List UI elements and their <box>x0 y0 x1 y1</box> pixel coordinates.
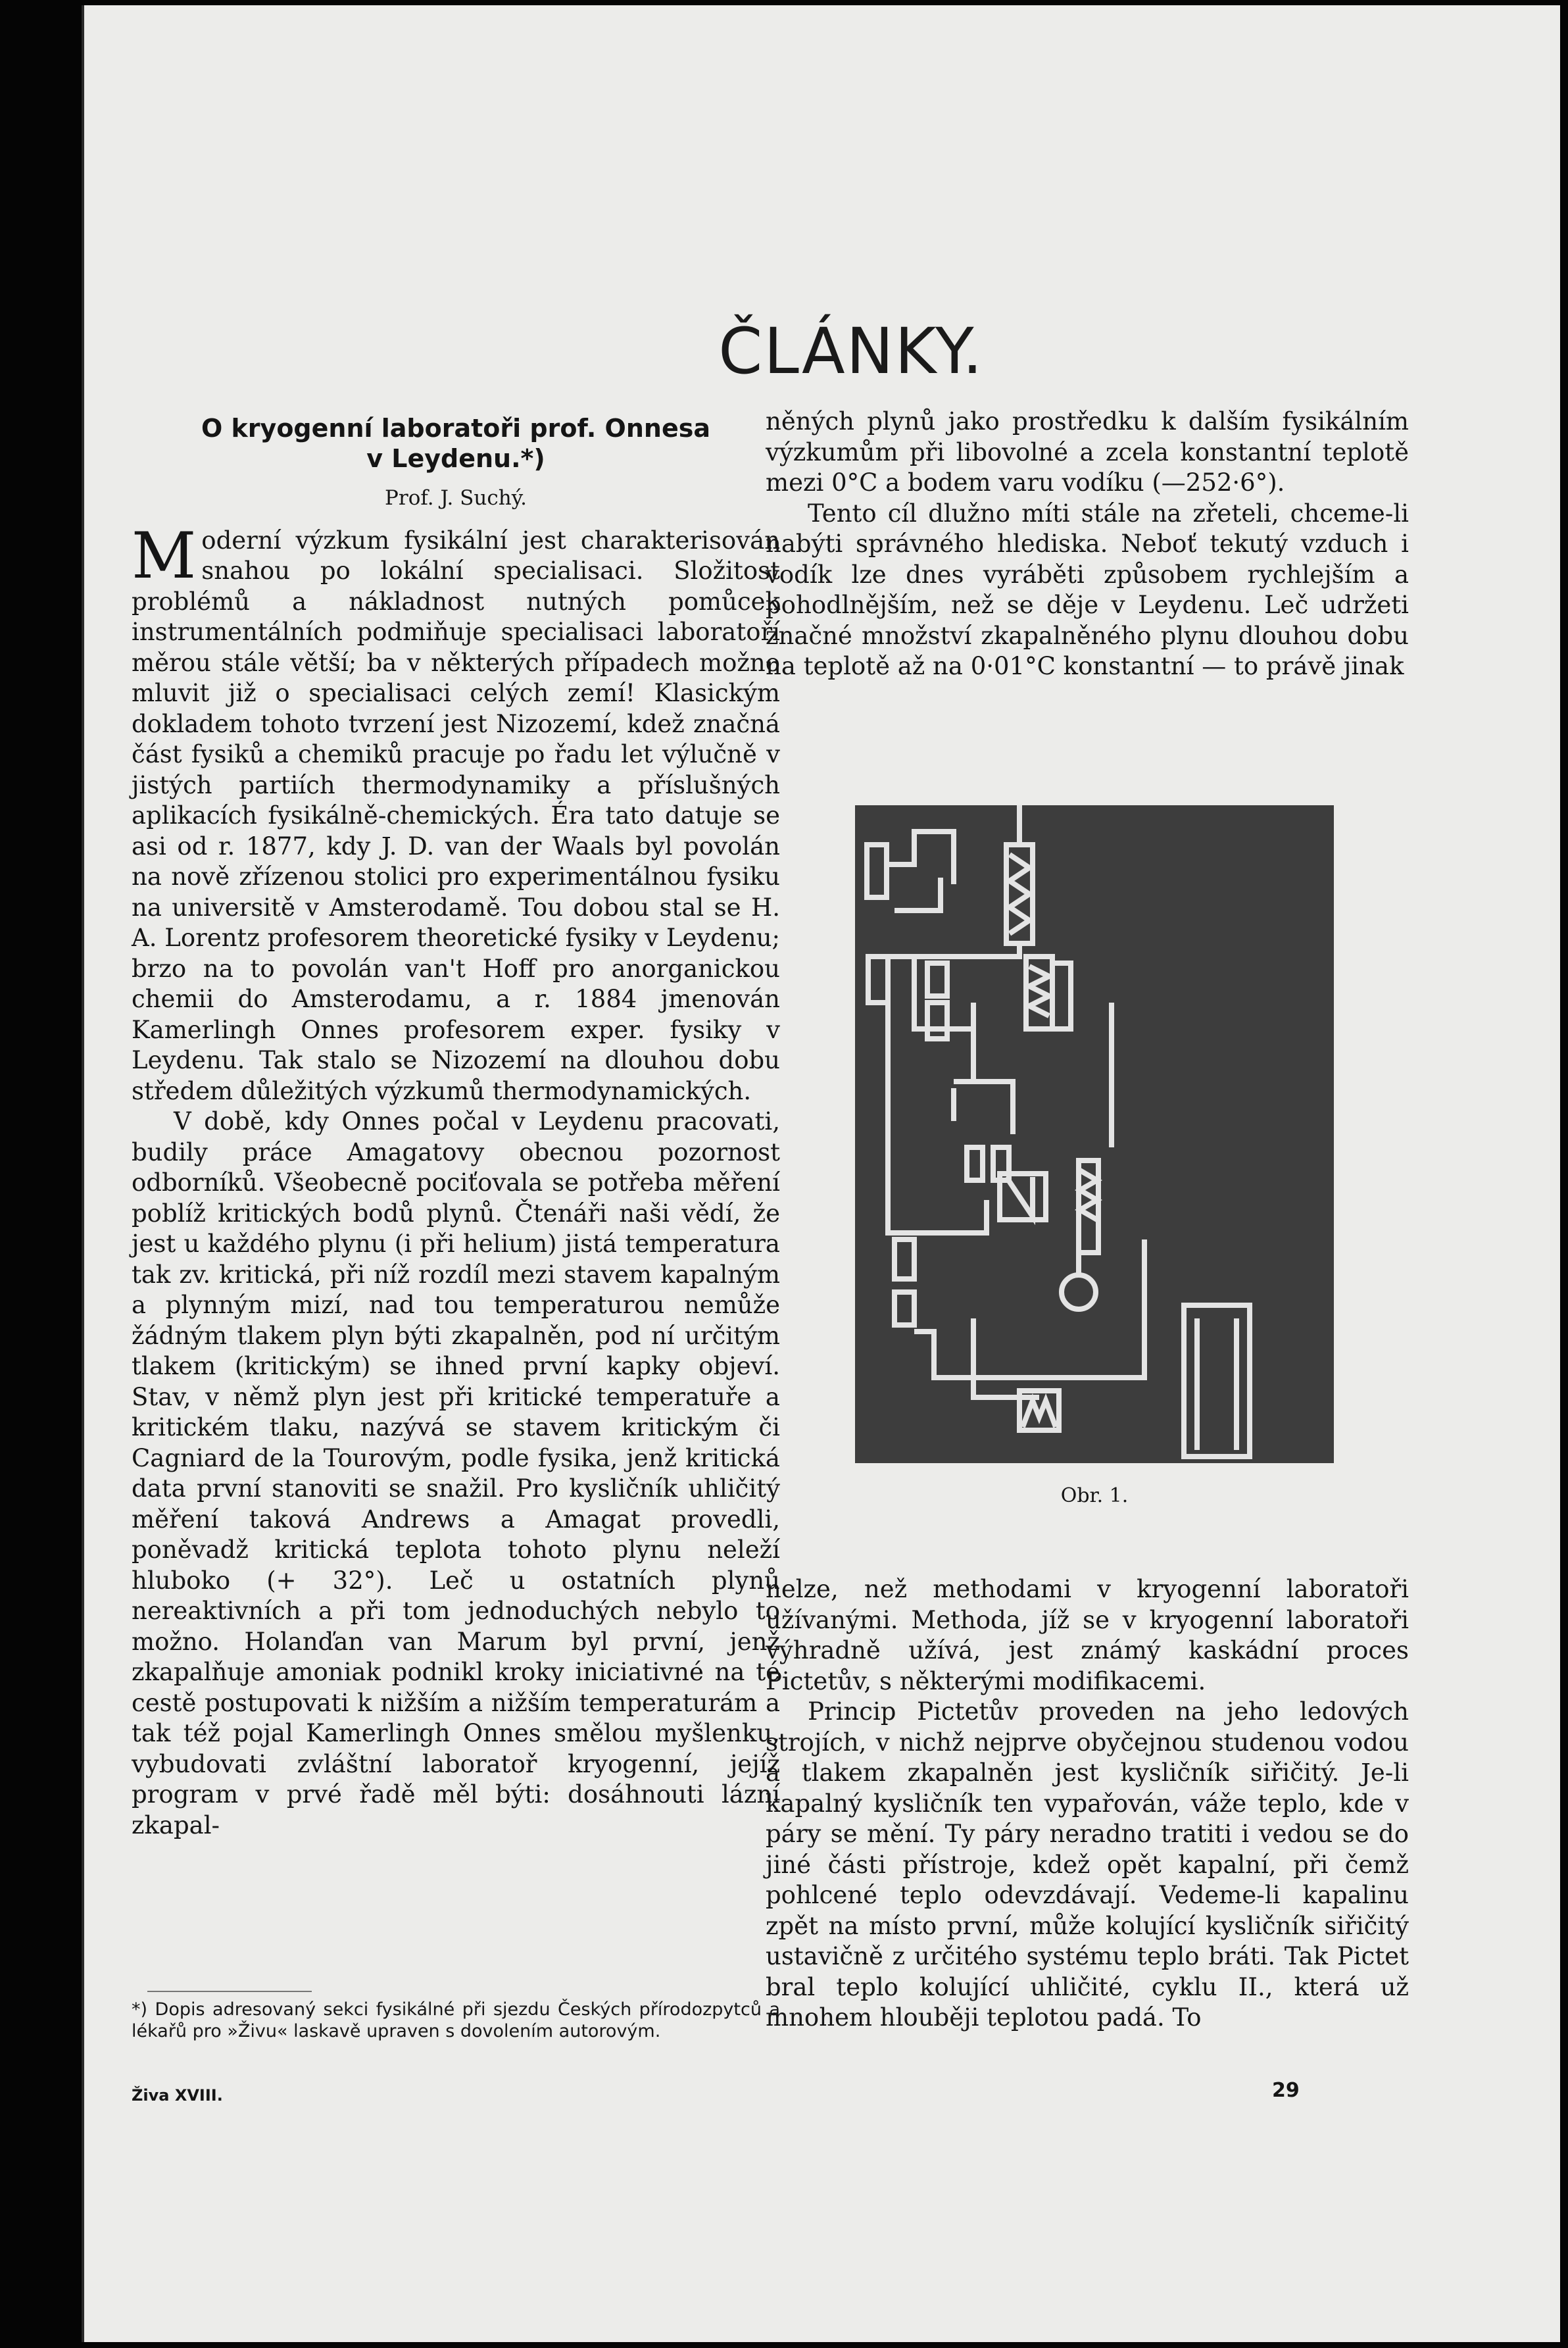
page-edge <box>82 5 84 2342</box>
paragraph-2: V době, kdy Onnes počal v Leydenu pracovati, budily práce Amagatovy obecnou pozornost odborníků. Všeobecně pociťovala se potřeba měření poblíž kritických bodů plynů. Čtenáři naši vědí, že jest u každého plynu (i při helium) jistá temperatura tak zv. kritická, při níž rozdíl mezi stavem kapalným a plynným mizí, nad tou temperaturou nemůže žádným tlakem plyn býti zkapalněn, pod ní určitým tlakem (kritickým) se ihned první kapky objeví. Stav, v němž plyn jest při kritické temperatuře a kritickém tlaku, nazývá se stavem kritickým či Cagniard de la Tourovým, podle fysika, jenž kritická data první stanoviti se snažil. Pro kysličník uhličitý měření taková Andrews a Amagat provedli, poněvadž kritická teplota tohoto plynu neleží hluboko (+ 32°). Leč u ostatních plynů nereaktivních a při tom jednoduchých nebylo to možno. Holanďan van Marum byl první, jenž zkapalňuje amoniak podnikl kroky iniciativné na té cestě postupovati k nižším a nižším temperaturám a tak též pojal Kamerlingh Onnes smělou myšlenku, vybudovati zvláštní laboratoř kryogenní, jejíž program v prvé řadě měl býti: dosáhnouti lázní zkapal- <box>132 1107 780 1839</box>
pipe-icon <box>973 1318 1039 1397</box>
right-continuation: něných plynů jako prostředku k dalším fysikálním výzkumům při libovolné a zcela konstantní teplotě mezi 0°C a bodem varu vodíku (—252·6°). <box>766 407 1409 497</box>
drop-cap: M <box>132 518 197 593</box>
vessel-icon <box>927 1003 947 1039</box>
paragraph-4: Princip Pictetův proveden na jeho ledových strojích, v nichž nejprve obyčejnou studenou vodou a tlakem zkapalněn jest kysličník siřičitý. Je-li kapalný kysličník ten vypařován, váže teplo, kde v páry se mění. Ty páry neradno tratiti i vedou se do jiné části přístroje, kdež opět kapalní, při čemž pohlcené teplo odevzdávají. Vedeme-li kapalinu zpět na místo první, může kolující kysličník siřičitý ustavičně z určitého systému teplo bráti. Tak Pictet bral teplo kolující uhličité, cyklu II., která už mnohem hlouběji teplotou padá. To <box>766 1697 1409 2032</box>
pipe-icon <box>894 878 941 911</box>
pipe-icon <box>914 1239 1144 1378</box>
flask-icon <box>1062 1275 1096 1309</box>
left-column <box>132 407 780 1841</box>
vessel-icon <box>927 963 947 996</box>
paragraph-1 <box>132 518 780 1107</box>
pipe-icon <box>914 957 973 1029</box>
vessel-icon <box>1052 963 1071 1029</box>
vessel-icon <box>894 1292 914 1325</box>
coil-icon <box>1010 855 1029 934</box>
coil-icon <box>1023 1401 1056 1427</box>
vessel-icon <box>867 845 887 897</box>
paragraph-1-text: oderní výzkum fysikální jest charakterisován snahou po lokální specialisaci. Složitost problémů a nákladnost nutných pomůcek instrumentálních podmiňuje specialisaci laboratoří měrou stále větší; ba v některých případech možno mluvit již o specialisaci celých zemí! Klasickým dokladem tohoto tvrzení jest Nizozemí, kdež značná část fysiků a chemiků pracuje po řadu let výlučně v jistých partiích thermodynamiky a příslušných aplikacích fysikálně-chemických. Éra tato datuje se asi od r. 1877, kdy J. D. van der Waals byl povolán na nově zřízenou stolici pro experimentálnou fysiku na universitě v Amsterodamě. Tou dobou stal se H. A. Lorentz profesorem theoretické fysiky v Leydenu; brzo na to povolán van't Hoff pro anorganickou chemii do Amsterodamu, a r. 1884 jmenován Kamerlingh Onnes profesorem exper. fysiky v Leydenu. Tak stalo se Nizozemí na dlouhou dobu středem důležitých výzkumů thermodynamických. <box>132 526 780 1105</box>
right-column-bottom <box>766 1574 1409 2034</box>
coil-icon <box>1080 1170 1097 1220</box>
footnote-rule <box>147 1991 312 1992</box>
coil-icon <box>1029 966 1049 1016</box>
pipe-icon <box>888 943 1019 957</box>
page-number: 29 <box>1272 2079 1300 2102</box>
right-column-top <box>766 407 1409 682</box>
page <box>82 5 1560 2342</box>
byline: Prof. J. Suchý. <box>385 486 527 510</box>
article-title-line2: v Leydenu.*) <box>366 444 545 473</box>
paragraph-3: Tento cíl dlužno míti stále na zřeteli, chceme-li nabýti správného hlediska. Neboť tekutý vzduch i vodík lze dnes vyráběti způsobem rychlejším a pohodlnějším, než se děje v Leydenu. Leč udržeti značné množství zkapalněného plynu dlouhou dobu na teplotě až na 0·01°C konstantní — to právě jinak <box>766 499 1409 680</box>
article-title-line1: O kryogenní laboratoři prof. Onnesa <box>201 414 710 443</box>
vessel-icon <box>894 1239 914 1279</box>
article-title <box>132 413 780 474</box>
pipe-icon <box>954 1082 1013 1134</box>
pipe-icon <box>888 1161 987 1233</box>
apparatus-schematic-icon <box>855 805 1334 1463</box>
figure-caption: Obr. 1. <box>1060 1484 1129 1507</box>
figure-apparatus <box>855 805 1334 1463</box>
vessel-icon <box>868 957 888 1003</box>
cabinet-icon <box>1184 1305 1250 1457</box>
coil-icon <box>1006 1177 1033 1216</box>
section-title: ČLÁNKY. <box>718 314 984 388</box>
footnote: *) Dopis adresovaný sekci fysikálné při sjezdu Českých přírodozpytců a lékařů pro »Živu« laskavě upraven s dovolením autorovým. <box>132 1999 780 2041</box>
vessel-icon <box>967 1147 983 1180</box>
pipe-icon <box>888 832 954 884</box>
journal-footer: Živa XVIII. <box>132 2086 223 2105</box>
paragraph-3-continued: nelze, než methodami v kryogenní laboratoři užívanými. Methoda, jíž se v kryogenní laboratoři výhradně užívá, jest známý kaskádní proces Pictetův, s některými modifikacemi. <box>766 1575 1409 1695</box>
